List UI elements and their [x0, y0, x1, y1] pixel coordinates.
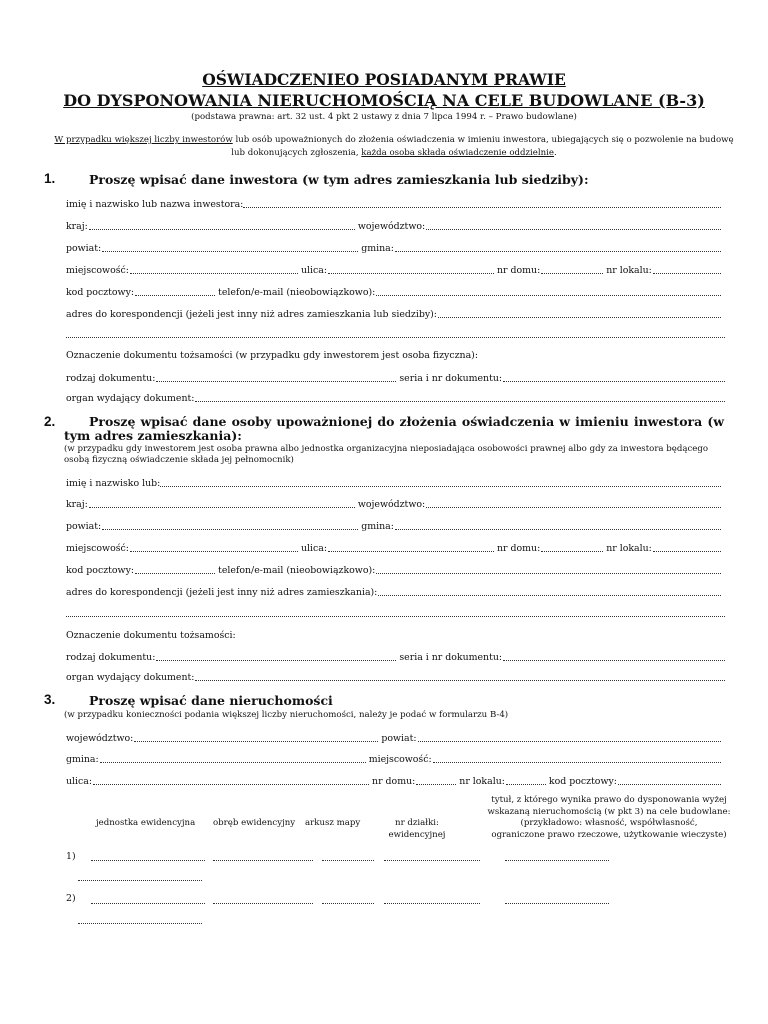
parcel-row-1-precinct-field[interactable] — [213, 859, 313, 861]
s2-voivodeship-label: województwo: — [357, 499, 426, 510]
col-header-unit: jednostka ewidencyjna — [96, 818, 196, 828]
s1-street-field[interactable] — [328, 272, 494, 274]
s1-flat-no-field[interactable] — [653, 272, 721, 274]
col-header-precinct: obręb ewidencyjny — [213, 818, 296, 828]
s3-voivodeship-field[interactable] — [134, 740, 378, 742]
s3-locality-label: miejscowość: — [368, 754, 432, 765]
intro-underlined-1: W przypadku większej liczby inwestorów — [54, 135, 233, 145]
parcel-row-1-continuation[interactable] — [78, 879, 202, 881]
col-header-plot — [382, 818, 452, 841]
intro-text: lub osób upoważnionych do złożenia oświadczenia w imieniu inwestora, ubiegających się o pozwolenie na budowę lub dokonujących zgłoszenia, — [231, 135, 734, 158]
s1-id-doc-heading: Oznaczenie dokumentu tożsamości (w przypadku gdy inwestorem jest osoba fizyczna): — [66, 350, 478, 361]
col-header-title-line2: wskazaną nieruchomością (w pkt 3) na cele budowlane: — [487, 806, 731, 817]
s2-county-field[interactable] — [102, 528, 358, 530]
parcel-row-1-label: 1) — [66, 851, 76, 862]
s2-commune-label: gmina: — [361, 521, 394, 532]
s1-house-no-field[interactable] — [541, 272, 603, 274]
s2-name-field[interactable] — [160, 485, 721, 487]
s3-commune-label: gmina: — [66, 754, 99, 765]
s2-doc-series-label: seria i nr dokumentu: — [399, 652, 503, 663]
col-header-title — [478, 795, 740, 841]
s2-id-doc-heading: Oznaczenie dokumentu tożsamości: — [66, 630, 236, 641]
s1-issuer-label: organ wydający dokument: — [66, 393, 195, 404]
s2-commune-field[interactable] — [395, 528, 721, 530]
s1-country-label: kraj: — [66, 221, 88, 232]
s3-commune-field[interactable] — [100, 761, 366, 763]
s1-issuer-field[interactable] — [195, 400, 725, 402]
section1-number: 1. — [44, 171, 56, 186]
s2-issuer-row — [66, 670, 728, 683]
s1-county-label: powiat: — [66, 243, 102, 254]
s2-country-row — [66, 497, 724, 510]
col-header-plot-line1: nr działki: — [395, 818, 439, 828]
s2-locality-label: miejscowość: — [66, 543, 129, 554]
s2-corr-field[interactable] — [378, 594, 721, 596]
s1-corr-field[interactable] — [438, 316, 721, 318]
s1-house-no-label: nr domu: — [497, 265, 541, 276]
s1-doc-type-field[interactable] — [156, 380, 396, 382]
s2-postal-label: kod pocztowy: — [66, 565, 135, 576]
s1-corr-row2 — [66, 327, 728, 340]
s1-commune-field[interactable] — [395, 250, 721, 252]
s2-postal-field[interactable] — [135, 572, 215, 574]
s1-voivodeship-label: województwo: — [357, 221, 426, 232]
s1-doc-series-label: seria i nr dokumentu: — [399, 373, 503, 384]
s2-corr-row — [66, 585, 724, 598]
s2-flat-no-label: nr lokalu: — [606, 543, 652, 554]
s1-corr-row — [66, 307, 724, 320]
parcel-row-2-title-field[interactable] — [505, 902, 609, 904]
s2-house-no-field[interactable] — [541, 550, 603, 552]
s3-voivodeship-row — [66, 731, 724, 744]
s1-doc-type-label: rodzaj dokumentu: — [66, 373, 156, 384]
s1-postal-label: kod pocztowy: — [66, 287, 135, 298]
s3-county-field[interactable] — [418, 740, 721, 742]
intro-paragraph — [54, 134, 734, 159]
s1-name-label: imię i nazwisko lub nazwa inwestora: — [66, 199, 244, 210]
parcel-row-1-title-field[interactable] — [505, 859, 609, 861]
parcel-row-1-sheet-field[interactable] — [322, 859, 374, 861]
legal-basis: (podstawa prawna: art. 32 ust. 4 pkt 2 ustawy z dnia 7 lipca 1994 r. – Prawo budowlane) — [191, 112, 577, 122]
parcel-row-2-sheet-field[interactable] — [322, 902, 374, 904]
s1-postal-row — [66, 285, 724, 298]
s3-locality-field[interactable] — [433, 761, 721, 763]
s3-postal-label: kod pocztowy: — [548, 776, 617, 787]
s2-issuer-label: organ wydający dokument: — [66, 672, 195, 683]
section1-title: Proszę wpisać dane inwestora (w tym adres zamieszkania lub siedziby): — [89, 172, 589, 187]
s1-name-row — [66, 197, 724, 210]
s2-doc-type-field[interactable] — [156, 659, 396, 661]
s2-county-label: powiat: — [66, 521, 102, 532]
s1-street-label: ulica: — [300, 265, 327, 276]
s3-house-no-label: nr domu: — [372, 776, 416, 787]
s2-name-label: imię i nazwisko lub: — [66, 478, 161, 489]
parcel-row-1-plot-field[interactable] — [384, 859, 480, 861]
parcel-row-2-label: 2) — [66, 893, 76, 904]
s3-flat-no-field[interactable] — [506, 783, 546, 785]
s1-commune-label: gmina: — [361, 243, 394, 254]
s2-locality-row — [66, 541, 724, 554]
section2-number: 2. — [44, 414, 56, 429]
s1-doc-series-field[interactable] — [503, 380, 725, 382]
form-title-line1: OŚWIADCZENIEO POSIADANYM PRAWIE — [202, 70, 566, 89]
s1-issuer-row — [66, 391, 728, 404]
s2-corr-field-2[interactable] — [66, 615, 725, 617]
parcel-row-1-unit-field[interactable] — [91, 859, 205, 861]
col-header-title-line4: ograniczone prawo rzeczowe, użytkowanie wieczyste) — [491, 829, 727, 840]
s3-flat-no-label: nr lokalu: — [459, 776, 505, 787]
s2-doc-type-label: rodzaj dokumentu: — [66, 652, 156, 663]
s3-street-label: ulica: — [66, 776, 93, 787]
col-header-plot-line2: ewidencyjnej — [388, 829, 446, 840]
s2-postal-row — [66, 563, 724, 576]
s2-name-row — [66, 476, 724, 489]
s2-locality-field[interactable] — [130, 550, 298, 552]
s2-phone-label: telefon/e-mail (nieobowiązkowo): — [218, 565, 376, 576]
s1-country-row — [66, 219, 724, 232]
s1-country-field[interactable] — [89, 228, 355, 230]
col-header-title-line1: tytuł, z którego wynika prawo do dysponowania wyżej — [491, 795, 727, 805]
s3-postal-field[interactable] — [618, 783, 721, 785]
s2-flat-no-field[interactable] — [653, 550, 721, 552]
section3-note: (w przypadku konieczności podania większej liczby nieruchomości, należy je podać w formularzu B-4) — [64, 710, 509, 720]
s3-county-label: powiat: — [381, 733, 417, 744]
s2-phone-field[interactable] — [376, 572, 721, 574]
s1-county-row — [66, 241, 724, 254]
s2-doc-series-field[interactable] — [503, 659, 725, 661]
s3-house-no-field[interactable] — [416, 783, 456, 785]
s1-county-field[interactable] — [102, 250, 358, 252]
parcel-row-2-precinct-field[interactable] — [213, 902, 313, 904]
s1-postal-field[interactable] — [135, 294, 215, 296]
col-header-sheet: arkusz mapy — [305, 818, 361, 828]
s1-phone-label: telefon/e-mail (nieobowiązkowo): — [218, 287, 376, 298]
s1-locality-row — [66, 263, 724, 276]
s3-commune-row — [66, 752, 724, 765]
s2-voivodeship-field[interactable] — [426, 506, 721, 508]
s1-name-field[interactable] — [243, 206, 721, 208]
s2-county-row — [66, 519, 724, 532]
parcel-row-2-continuation[interactable] — [78, 922, 202, 924]
s1-locality-field[interactable] — [130, 272, 298, 274]
section2-note: (w przypadku gdy inwestorem jest osoba prawna albo jednostka organizacyjna nieposiadająca osobowości prawnej albo gdy za inwestora będącego osobą fizyczną oświadczenie składa jej pełnomocnik) — [64, 444, 709, 465]
section2-title: Proszę wpisać dane osoby upoważnionej do złożenia oświadczenia w imieniu inwestora (w tym adres zamieszkania): — [64, 414, 724, 443]
s1-voivodeship-field[interactable] — [426, 228, 721, 230]
col-header-title-line3: (przykładowo: własność, współwłasność, — [520, 818, 698, 828]
section3-title: Proszę wpisać dane nieruchomości — [89, 693, 333, 708]
intro-end: . — [554, 147, 557, 158]
s2-street-label: ulica: — [300, 543, 327, 554]
parcel-row-2-plot-field[interactable] — [384, 902, 480, 904]
s3-voivodeship-label: województwo: — [66, 733, 134, 744]
s1-corr-label: adres do korespondencji (jeżeli jest inny niż adres zamieszkania lub siedziby): — [66, 309, 437, 320]
s2-country-field[interactable] — [89, 506, 355, 508]
s1-corr-field-2[interactable] — [66, 336, 725, 338]
s1-phone-field[interactable] — [376, 294, 721, 296]
section3-number: 3. — [44, 692, 56, 707]
s2-street-field[interactable] — [328, 550, 494, 552]
s2-country-label: kraj: — [66, 499, 88, 510]
form-title-line2: DO DYSPONOWANIA NIERUCHOMOŚCIĄ NA CELE BUDOWLANE (B-3) — [63, 91, 705, 110]
s2-issuer-field[interactable] — [195, 679, 725, 681]
s1-flat-no-label: nr lokalu: — [606, 265, 652, 276]
s2-corr-row2 — [66, 606, 728, 619]
intro-underlined-2: każda osoba składa oświadczenie oddzielnie — [361, 147, 555, 158]
parcel-row-2-unit-field[interactable] — [91, 902, 205, 904]
s1-doc-row — [66, 371, 728, 384]
s2-doc-row — [66, 650, 728, 663]
s1-locality-label: miejscowość: — [66, 265, 129, 276]
s2-house-no-label: nr domu: — [497, 543, 541, 554]
s2-corr-label: adres do korespondencji (jeżeli jest inny niż adres zamieszkania): — [66, 587, 378, 598]
s3-street-row — [66, 774, 724, 787]
s3-street-field[interactable] — [93, 783, 369, 785]
